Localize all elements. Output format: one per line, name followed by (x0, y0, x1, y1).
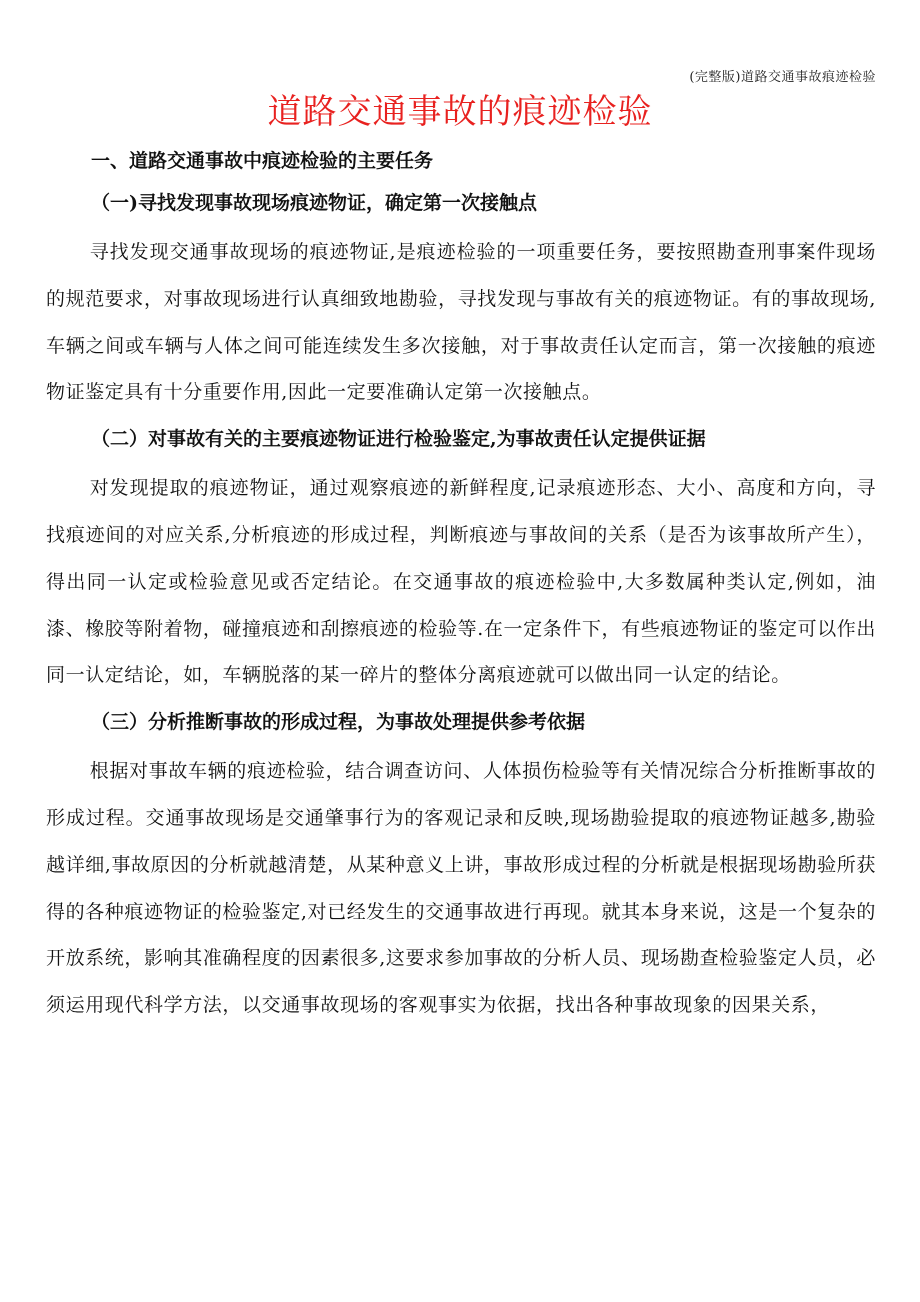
paragraph-2: 对发现提取的痕迹物证，通过观察痕迹的新鲜程度,记录痕迹形态、大小、高度和方向，寻找痕迹间的对应关系,分析痕迹的形成过程，判断痕迹与事故间的关系（是否为该事故所产生），得出同一认定或检验意见或否定结论。在交通事故的痕迹检验中,大多数属种类认定,例如，油漆、橡胶等附着物，碰撞痕迹和刮擦痕迹的检验等.在一定条件下，有些痕迹物证的鉴定可以作出同一认定结论，如，车辆脱落的某一碎片的整体分离痕迹就可以做出同一认定的结论。 (46, 477, 876, 687)
document-title: 道路交通事故的痕迹检验 (267, 92, 653, 132)
paragraph-1: 寻找发现交通事故现场的痕迹物证,是痕迹检验的一项重要任务，要按照勘查刑事案件现场的规范要求，对事故现场进行认真细致地勘验，寻找发现与事故有关的痕迹物证。有的事故现场,车辆之间或车辆与人体之间可能连续发生多次接触，对于事故责任认定而言，第一次接触的痕迹物证鉴定具有十分重要作用,因此一定要准确认定第一次接触点。 (46, 241, 876, 404)
running-header: (完整版)道路交通事故痕迹检验 (689, 70, 876, 85)
paragraph-3: 根据对事故车辆的痕迹检验，结合调查访问、人体损伤检验等有关情况综合分析推断事故的形成过程。交通事故现场是交通肇事行为的客观记录和反映,现场勘验提取的痕迹物证越多,勘验越详细,事故原因的分析就越清楚，从某种意义上讲，事故形成过程的分析就是根据现场勘验所获得的各种痕迹物证的检验鉴定,对已经发生的交通事故进行再现。就其本身来说，这是一个复杂的开放系统，影响其准确程度的因素很多,这要求参加事故的分析人员、现场勘查检验鉴定人员，必须运用现代科学方法，以交通事故现场的客观事实为依据，找出各种事故现象的因果关系， (46, 760, 876, 1017)
section-heading-main-tasks: 一、道路交通事故中痕迹检验的主要任务 (91, 150, 434, 172)
subsection-heading-3: （三）分析推断事故的形成过程，为事故处理提供参考依据 (91, 711, 586, 734)
subsection-heading-1: （一)寻找发现事故现场痕迹物证，确定第一次接触点 (91, 192, 537, 214)
subsection-heading-2: （二）对事故有关的主要痕迹物证进行检验鉴定,为事故责任认定提供证据 (91, 428, 706, 451)
document-body (46, 142, 876, 1029)
